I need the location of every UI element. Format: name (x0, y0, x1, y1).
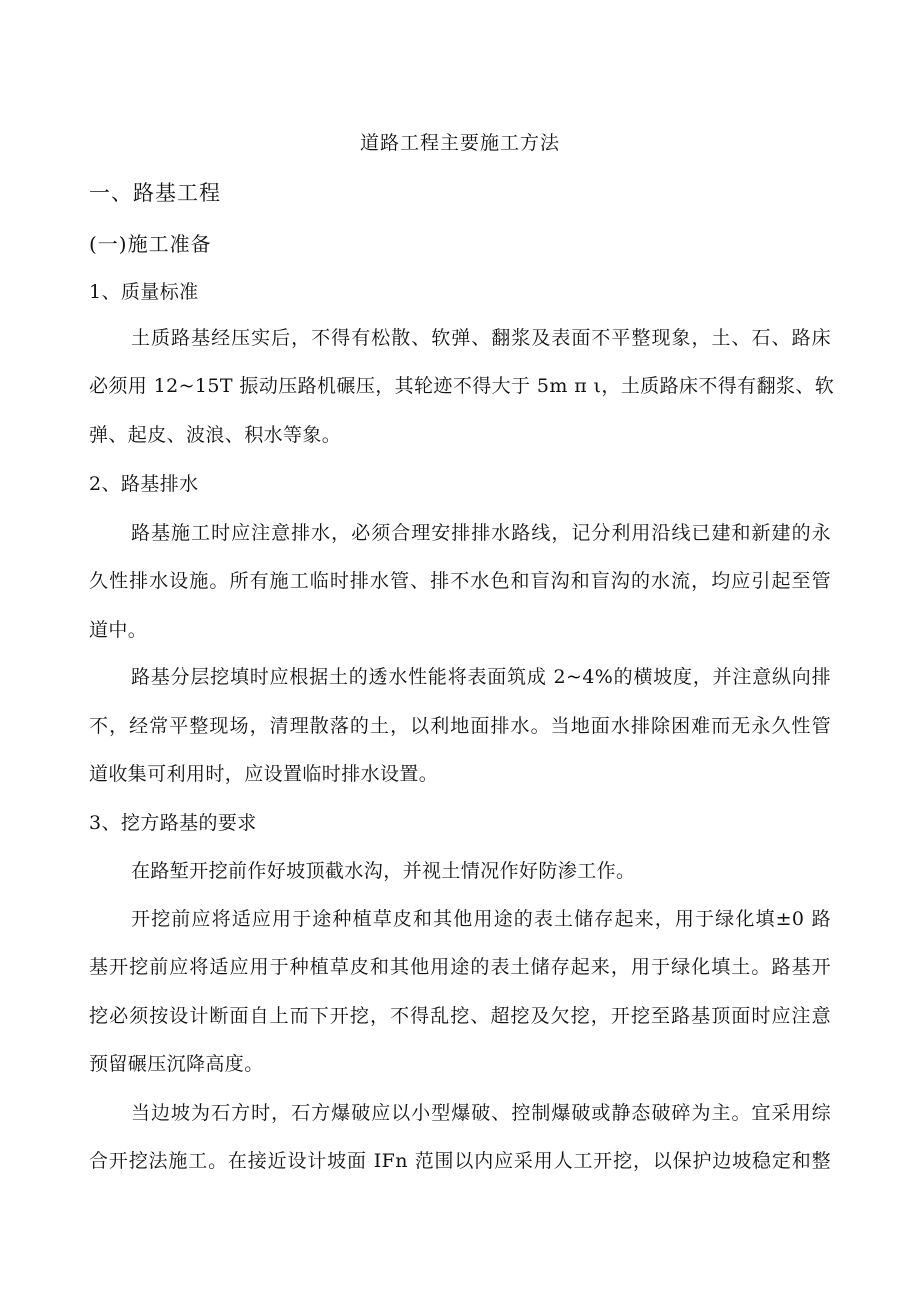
paragraph-topsoil-line-1: 开挖前应将适应用于途种植草皮和其他用途的表土储存起来，用于绿化填±0 路 (131, 908, 831, 930)
paragraph-rock-line-1: 当边坡为石方时，石方爆破应以小型爆破、控制爆破或静态破碎为主。宜采用综 (131, 1102, 831, 1124)
paragraph-quality-line-2: 必须用 12~15T 振动压路机碾压，其轮迹不得大于 5m π ι，土质路床不得有翻浆、软 (89, 375, 835, 397)
paragraph-drainage-line-3: 道中。 (89, 619, 148, 641)
paragraph-topsoil-line-3: 挖必须按设计断面自上而下开挖，不得乱挖、超挖及欠挖，开挖至路基顶面时应注意 (89, 1005, 831, 1027)
paragraph-drainage-line-2: 久性排水设施。所有施工临时排水管、排不水色和盲沟和盲沟的水流，均应引起至管 (89, 570, 831, 592)
paragraph-slope-line-3: 道收集可利用时，应设置临时排水设置。 (89, 763, 439, 785)
item-heading-drainage: 2、路基排水 (89, 473, 199, 495)
subsection-heading-preparation: (一)施工准备 (89, 232, 212, 256)
paragraph-slope-line-2: 不，经常平整现场，清理散落的土，以利地面排水。当地面水排除困难而无永久性管 (89, 715, 831, 737)
item-heading-quality: 1、质量标准 (89, 281, 199, 303)
paragraph-quality-line-1: 土质路基经压实后，不得有松散、软弹、翻浆及表面不平整现象，土、石、路床 (131, 327, 831, 349)
paragraph-slope-line-1: 路基分层挖填时应根据土的透水性能将表面筑成 2~4%的横坡度，并注意纵向排 (131, 666, 831, 688)
paragraph-ditch-line-1: 在路堑开挖前作好坡顶截水沟，并视土情况作好防渗工作。 (131, 860, 636, 882)
paragraph-quality-line-3: 弹、起皮、波浪、积水等象。 (89, 424, 342, 446)
paragraph-topsoil-line-4: 预留碾压沉降高度。 (89, 1053, 264, 1075)
document-title: 道路工程主要施工方法 (359, 132, 560, 154)
section-heading-roadbed: 一、路基工程 (89, 181, 221, 205)
item-heading-excavation: 3、挖方路基的要求 (89, 812, 257, 834)
paragraph-drainage-line-1: 路基施工时应注意排水，必须合理安排排水路线，记分利用沿线已建和新建的永 (131, 522, 831, 544)
paragraph-topsoil-line-2: 基开挖前应将适应用于种植草皮和其他用途的表土储存起来，用于绿化填土。路基开 (89, 956, 831, 978)
paragraph-rock-line-2: 合开挖法施工。在接近设计坡面 IFn 范围以内应采用人工开挖，以保护边坡稳定和整 (89, 1150, 831, 1172)
